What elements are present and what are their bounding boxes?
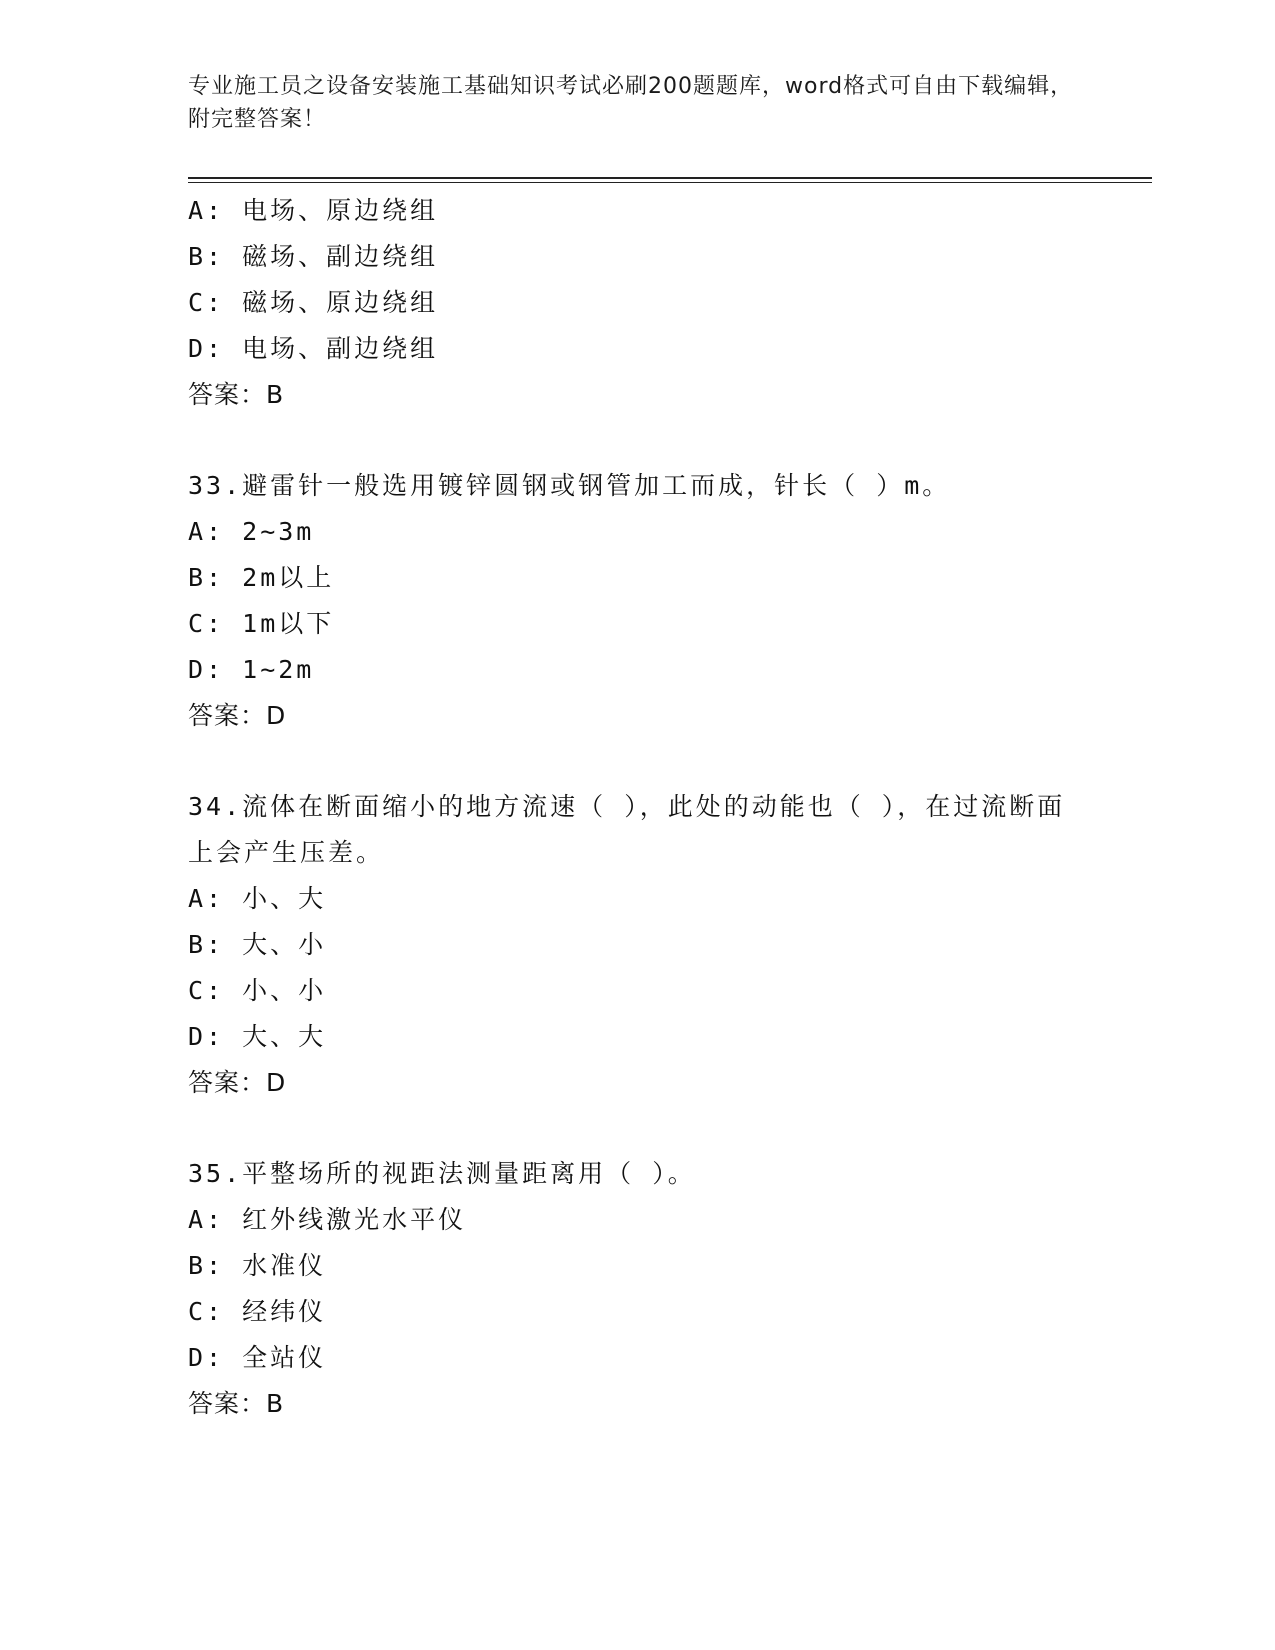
option-d: D: 全站仪 bbox=[188, 1343, 327, 1372]
answer: 答案：B bbox=[188, 1389, 285, 1418]
question-35 bbox=[188, 1151, 1088, 1427]
question-stem: 33.避雷针一般选用镀锌圆钢或钢管加工而成，针长（ ）m。 bbox=[188, 471, 951, 500]
question-34 bbox=[188, 784, 1088, 1106]
option-a: A: 电场、原边绕组 bbox=[188, 196, 439, 225]
option-d: D: 1~2m bbox=[188, 655, 315, 684]
document-header: 专业施工员之设备安装施工基础知识考试必刷200题题库，word格式可自由下载编辑，附完整答案！ bbox=[188, 74, 1074, 132]
option-a: A: 2~3m bbox=[188, 517, 315, 546]
question-32 bbox=[188, 188, 1088, 418]
option-c: C: 小、小 bbox=[188, 976, 327, 1005]
question-stem: 34.流体在断面缩小的地方流速（ ），此处的动能也（ ），在过流断面上会产生压差。 bbox=[188, 792, 1066, 867]
option-d: D: 电场、副边绕组 bbox=[188, 334, 439, 363]
option-b: B: 水准仪 bbox=[188, 1251, 327, 1280]
option-d: D: 大、大 bbox=[188, 1022, 327, 1051]
option-c: C: 1m以下 bbox=[188, 609, 335, 638]
question-stem: 35.平整场所的视距法测量距离用（ ）。 bbox=[188, 1159, 696, 1188]
answer: 答案：B bbox=[188, 380, 285, 409]
option-a: A: 小、大 bbox=[188, 884, 327, 913]
header-rule-thin bbox=[188, 182, 1152, 183]
option-c: C: 磁场、原边绕组 bbox=[188, 288, 439, 317]
answer: 答案：D bbox=[188, 1068, 287, 1097]
header-rule-thick bbox=[188, 177, 1152, 179]
option-a: A: 红外线激光水平仪 bbox=[188, 1205, 467, 1234]
option-c: C: 经纬仪 bbox=[188, 1297, 327, 1326]
option-b: B: 2m以上 bbox=[188, 563, 335, 592]
option-b: B: 磁场、副边绕组 bbox=[188, 242, 439, 271]
question-33 bbox=[188, 463, 1088, 739]
answer: 答案：D bbox=[188, 701, 287, 730]
option-b: B: 大、小 bbox=[188, 930, 327, 959]
question-list bbox=[188, 188, 1088, 1427]
